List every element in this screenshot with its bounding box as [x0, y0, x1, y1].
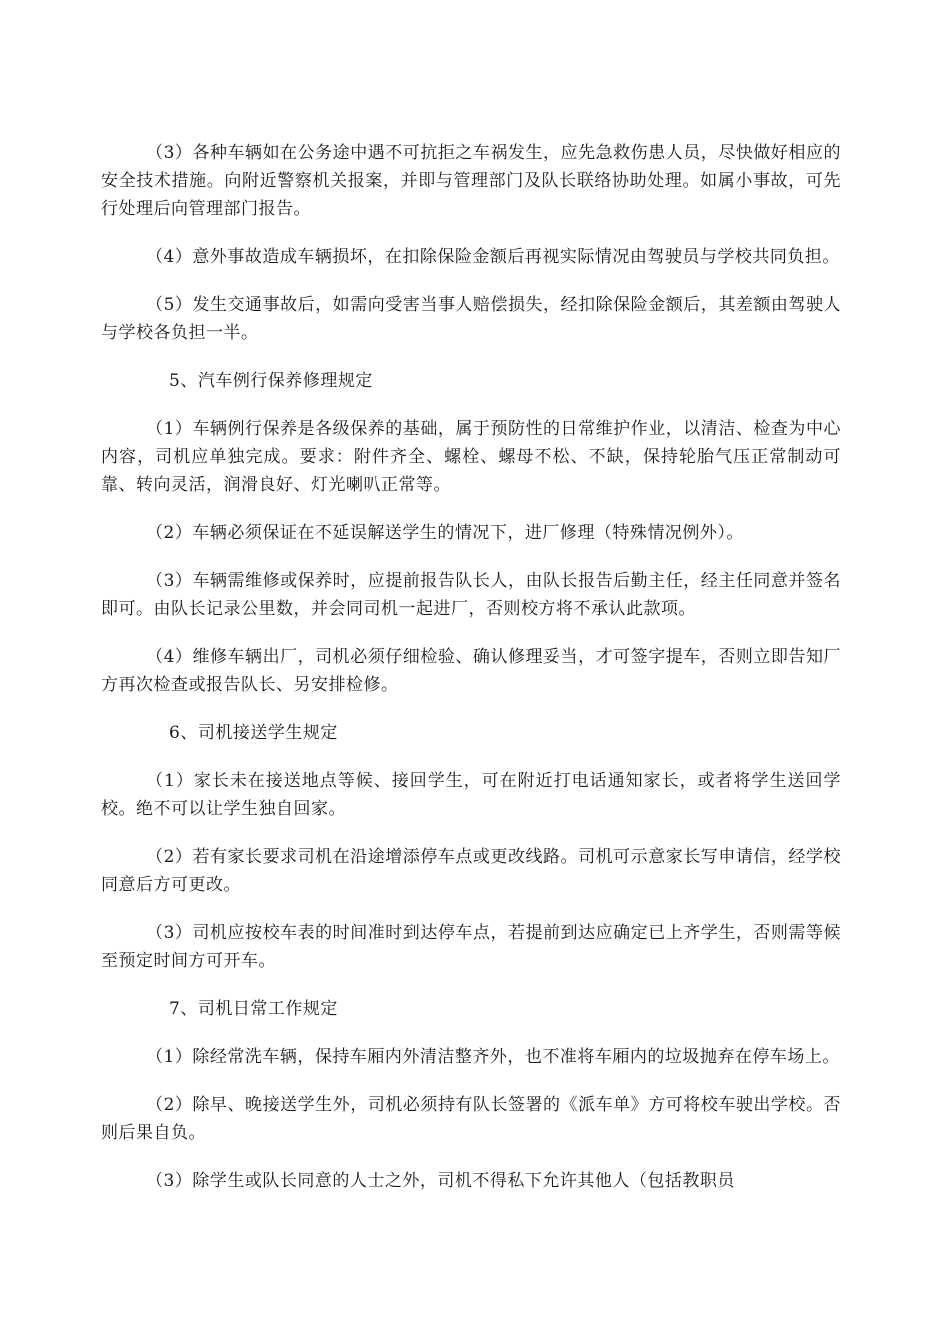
paragraph-6-3-schedule: （3）司机应按校车表的时间准时到达停车点，若提前到达应确定已上齐学生，否则需等候至预定时间方可开车。: [101, 923, 841, 971]
section-heading-6: 6、司机接送学生规定: [169, 723, 338, 743]
paragraph-5-3-repair-approval: （3）车辆需维修或保养时，应提前报告队长人，由队长报告后勤主任，经主任同意并签名即可。由队长记录公里数，并会同司机一起进厂，否则校方将不承认此款项。: [101, 571, 841, 619]
paragraph-7-3-passengers: （3）除学生或队长同意的人士之外，司机不得私下允许其他人（包括教职员: [146, 1171, 735, 1191]
document-body: [101, 139, 841, 1215]
paragraph-5-1-routine-maintenance: （1）车辆例行保养是各级保养的基础，属于预防性的日常维护作业，以清洁、检查为中心内容，司机应单独完成。要求：附件齐全、螺栓、螺母不松、不缺，保持轮胎气压正常制动可靠、转向灵活，润滑良好、灯光喇叭正常等。: [101, 419, 841, 495]
paragraph-7-1-cleaning: （1）除经常洗车辆，保持车厢内外清洁整齐外，也不准将车厢内的垃圾抛弃在停车场上。: [146, 1047, 840, 1067]
paragraph-6-1-parent-absent: （1）家长未在接送地点等候、接回学生，可在附近打电话通知家长，或者将学生送回学校。绝不可以让学生独自回家。: [101, 771, 841, 819]
paragraph-6-2-route-change: （2）若有家长要求司机在沿途增添停车点或更改线路。司机可示意家长写申请信，经学校同意后方可更改。: [101, 847, 841, 895]
paragraph-7-2-dispatch-slip: （2）除早、晚接送学生外，司机必须持有队长签署的《派车单》方可将校车驶出学校。否则后果自负。: [101, 1095, 841, 1143]
section-heading-7: 7、司机日常工作规定: [169, 999, 338, 1019]
paragraph-3-accident-handling: （3）各种车辆如在公务途中遇不可抗拒之车祸发生，应先急救伤患人员，尽快做好相应的安全技术措施。向附近警察机关报案，并即与管理部门及队长联络协助处理。如属小事故，可先行处理后向管理部门报告。: [101, 143, 841, 219]
paragraph-5-4-repair-inspection: （4）维修车辆出厂，司机必须仔细检验、确认修理妥当，才可签字提车，否则立即告知厂方再次检查或报告队长、另安排检修。: [101, 647, 841, 695]
paragraph-4-damage-sharing: （4）意外事故造成车辆损坏，在扣除保险金额后再视实际情况由驾驶员与学校共同负担。: [146, 247, 840, 267]
paragraph-5-compensation: （5）发生交通事故后，如需向受害当事人赔偿损失，经扣除保险金额后，其差额由驾驶人与学校各负担一半。: [101, 295, 841, 343]
section-heading-5: 5、汽车例行保养修理规定: [169, 371, 373, 391]
paragraph-5-2-repair-timing: （2）车辆必须保证在不延误解送学生的情况下，进厂修理（特殊情况例外）。: [146, 523, 744, 543]
